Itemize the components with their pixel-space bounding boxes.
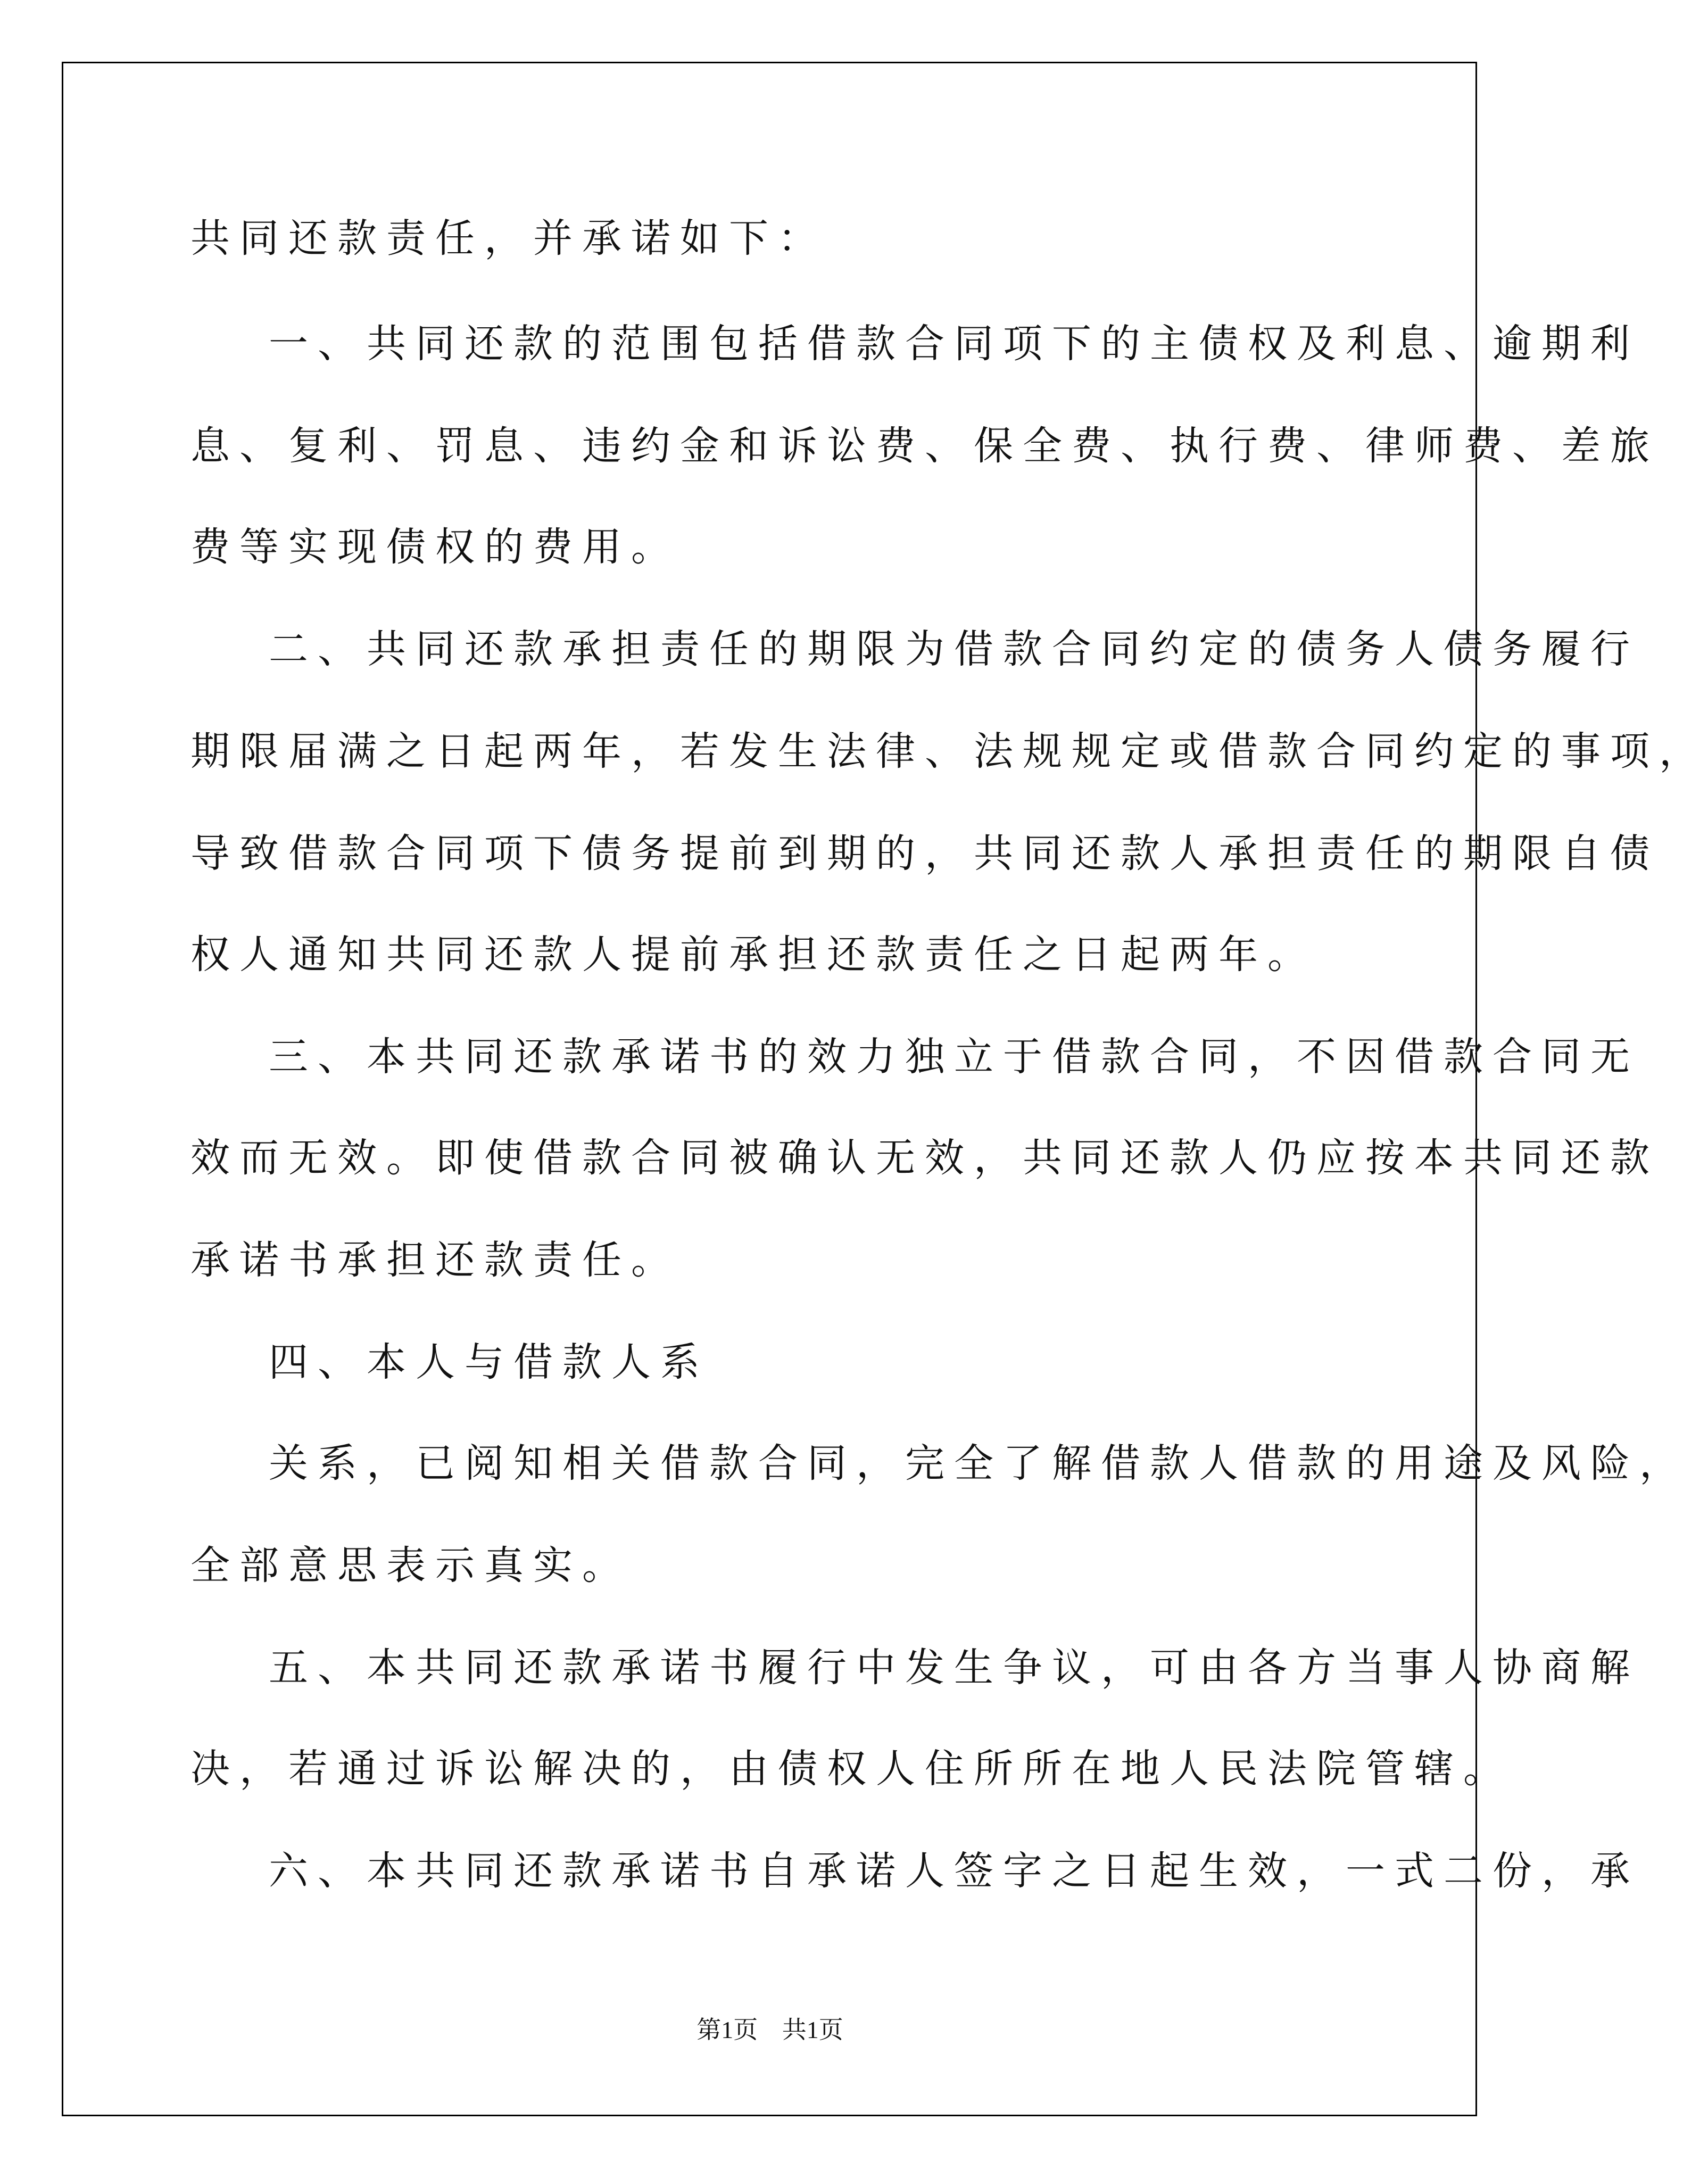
text-line: 全部意思表示真实。 <box>190 1543 631 1588</box>
text-line: 关系，已阅知相关借款合同，完全了解借款人借款的用途及风险， <box>269 1440 1688 1486</box>
text-line: 承诺书承担还款责任。 <box>190 1237 680 1283</box>
page-total: 共1页 <box>782 2016 843 2043</box>
text-line: 二、共同还款承担责任的期限为借款合同约定的债务人债务履行 <box>269 626 1639 672</box>
text-line: 三、本共同还款承诺书的效力独立于借款合同，不因借款合同无 <box>269 1034 1639 1080</box>
text-line: 共同还款责任，并承诺如下： <box>190 216 827 261</box>
text-line: 五、本共同还款承诺书履行中发生争议，可由各方当事人协商解 <box>269 1645 1639 1691</box>
text-line: 权人通知共同还款人提前承担还款责任之日起两年。 <box>190 932 1316 978</box>
text-line: 四、本人与借款人系 <box>269 1339 709 1385</box>
text-line: 导致借款合同项下债务提前到期的，共同还款人承担责任的期限自债 <box>190 831 1659 876</box>
page-number: 第1页 <box>697 2016 758 2043</box>
text-line: 费等实现债权的费用。 <box>190 524 680 570</box>
page-footer <box>0 2014 1540 2046</box>
text-line: 一、共同还款的范围包括借款合同项下的主债权及利息、逾期利 <box>269 321 1639 367</box>
text-line: 效而无效。即使借款合同被确认无效，共同还款人仍应按本共同还款 <box>190 1135 1659 1181</box>
text-line: 六、本共同还款承诺书自承诺人签字之日起生效，一式二份，承 <box>269 1848 1639 1894</box>
text-line: 息、复利、罚息、违约金和诉讼费、保全费、执行费、律师费、差旅 <box>190 423 1659 469</box>
text-line: 期限届满之日起两年，若发生法律、法规规定或借款合同约定的事项， <box>190 728 1708 774</box>
text-line: 决，若通过诉讼解决的，由债权人住所所在地人民法院管辖。 <box>190 1746 1512 1792</box>
